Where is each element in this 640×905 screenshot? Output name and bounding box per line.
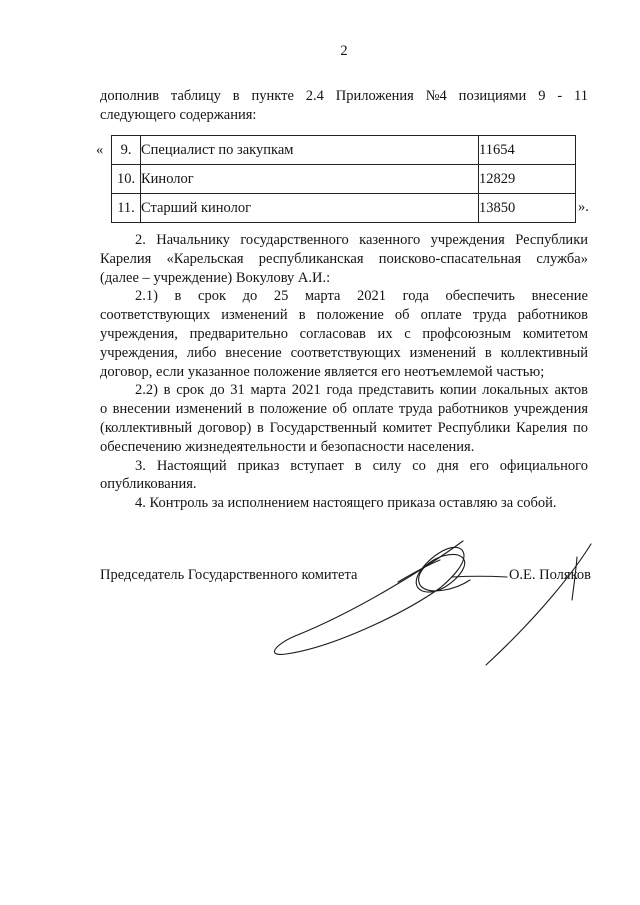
clause-2-line: 2. Начальнику государственного казенного учреждения Республики	[135, 232, 588, 248]
clause-2-line: Карелия «Карельская республиканская поисково-спасательная служба»	[100, 250, 588, 267]
signatory-title: Председатель Государственного комитета	[100, 567, 358, 583]
table-row	[112, 165, 576, 194]
clause-4-line: 4. Контроль за исполнением настоящего приказа оставляю за собой.	[135, 495, 557, 512]
clause-2-1-line: 2.1) в срок до 25 марта 2021 года обеспечить внесение	[135, 288, 588, 305]
intro-paragraph	[100, 87, 588, 125]
clause-2-2-line: о внесении изменений в положение об оплате труда работников учреждения	[100, 401, 588, 418]
clause-2-2-line: обеспечению жизнедеятельности и безопасности населения.	[100, 438, 475, 455]
clause-3-line: опубликования.	[100, 476, 197, 493]
clause-4	[100, 494, 588, 513]
positions-table	[111, 135, 576, 223]
clause-3-line: 3. Настоящий приказ вступает в силу со дня его официального	[135, 457, 588, 474]
signature-block	[100, 566, 591, 585]
position-value: 11654	[479, 136, 576, 165]
row-number: 9.	[112, 136, 141, 165]
signatory-name: О.Е. Поляков	[508, 567, 591, 583]
clause-2-1	[100, 287, 588, 381]
intro-line: следующего содержания:	[100, 107, 257, 123]
intro-line: дополнив таблицу в пункте 2.4 Приложения №4 позициями 9 - 11	[100, 88, 588, 104]
clause-2	[100, 231, 588, 287]
position-value: 12829	[479, 165, 576, 194]
clause-3	[100, 457, 588, 495]
table-open-quote: «	[96, 142, 104, 158]
clause-2-1-line: договор, если указанное положение является его неотъемлемой частью;	[100, 363, 545, 380]
position-name: Старший кинолог	[141, 194, 479, 223]
clause-2-1-line: учреждения, предварительно согласовав их с профсоюзным комитетом	[100, 325, 588, 342]
clause-2-2-line: (коллективный договор) в Государственный комитет Республики Карелия по	[100, 419, 588, 436]
page-number: 2	[340, 43, 348, 59]
clause-2-2-line: 2.2) в срок до 31 марта 2021 года представить копии локальных актов	[135, 382, 588, 399]
position-name: Кинолог	[141, 165, 479, 194]
row-number: 10.	[112, 165, 141, 194]
clause-2-1-line: учреждения, либо внесение соответствующих изменений в коллективный	[100, 344, 588, 361]
clause-2-2	[100, 381, 588, 456]
position-name: Специалист по закупкам	[141, 136, 479, 165]
table-close-quote: ».	[578, 199, 589, 215]
clause-2-line: (далее – учреждение) Вокулову А.И.:	[100, 269, 331, 286]
table-row	[112, 136, 576, 165]
order-body	[100, 231, 588, 513]
clause-2-1-line: соответствующих изменений в положение об оплате труда работников	[100, 307, 588, 324]
row-number: 11.	[112, 194, 141, 223]
position-value: 13850	[479, 194, 576, 223]
table-row	[112, 194, 576, 223]
